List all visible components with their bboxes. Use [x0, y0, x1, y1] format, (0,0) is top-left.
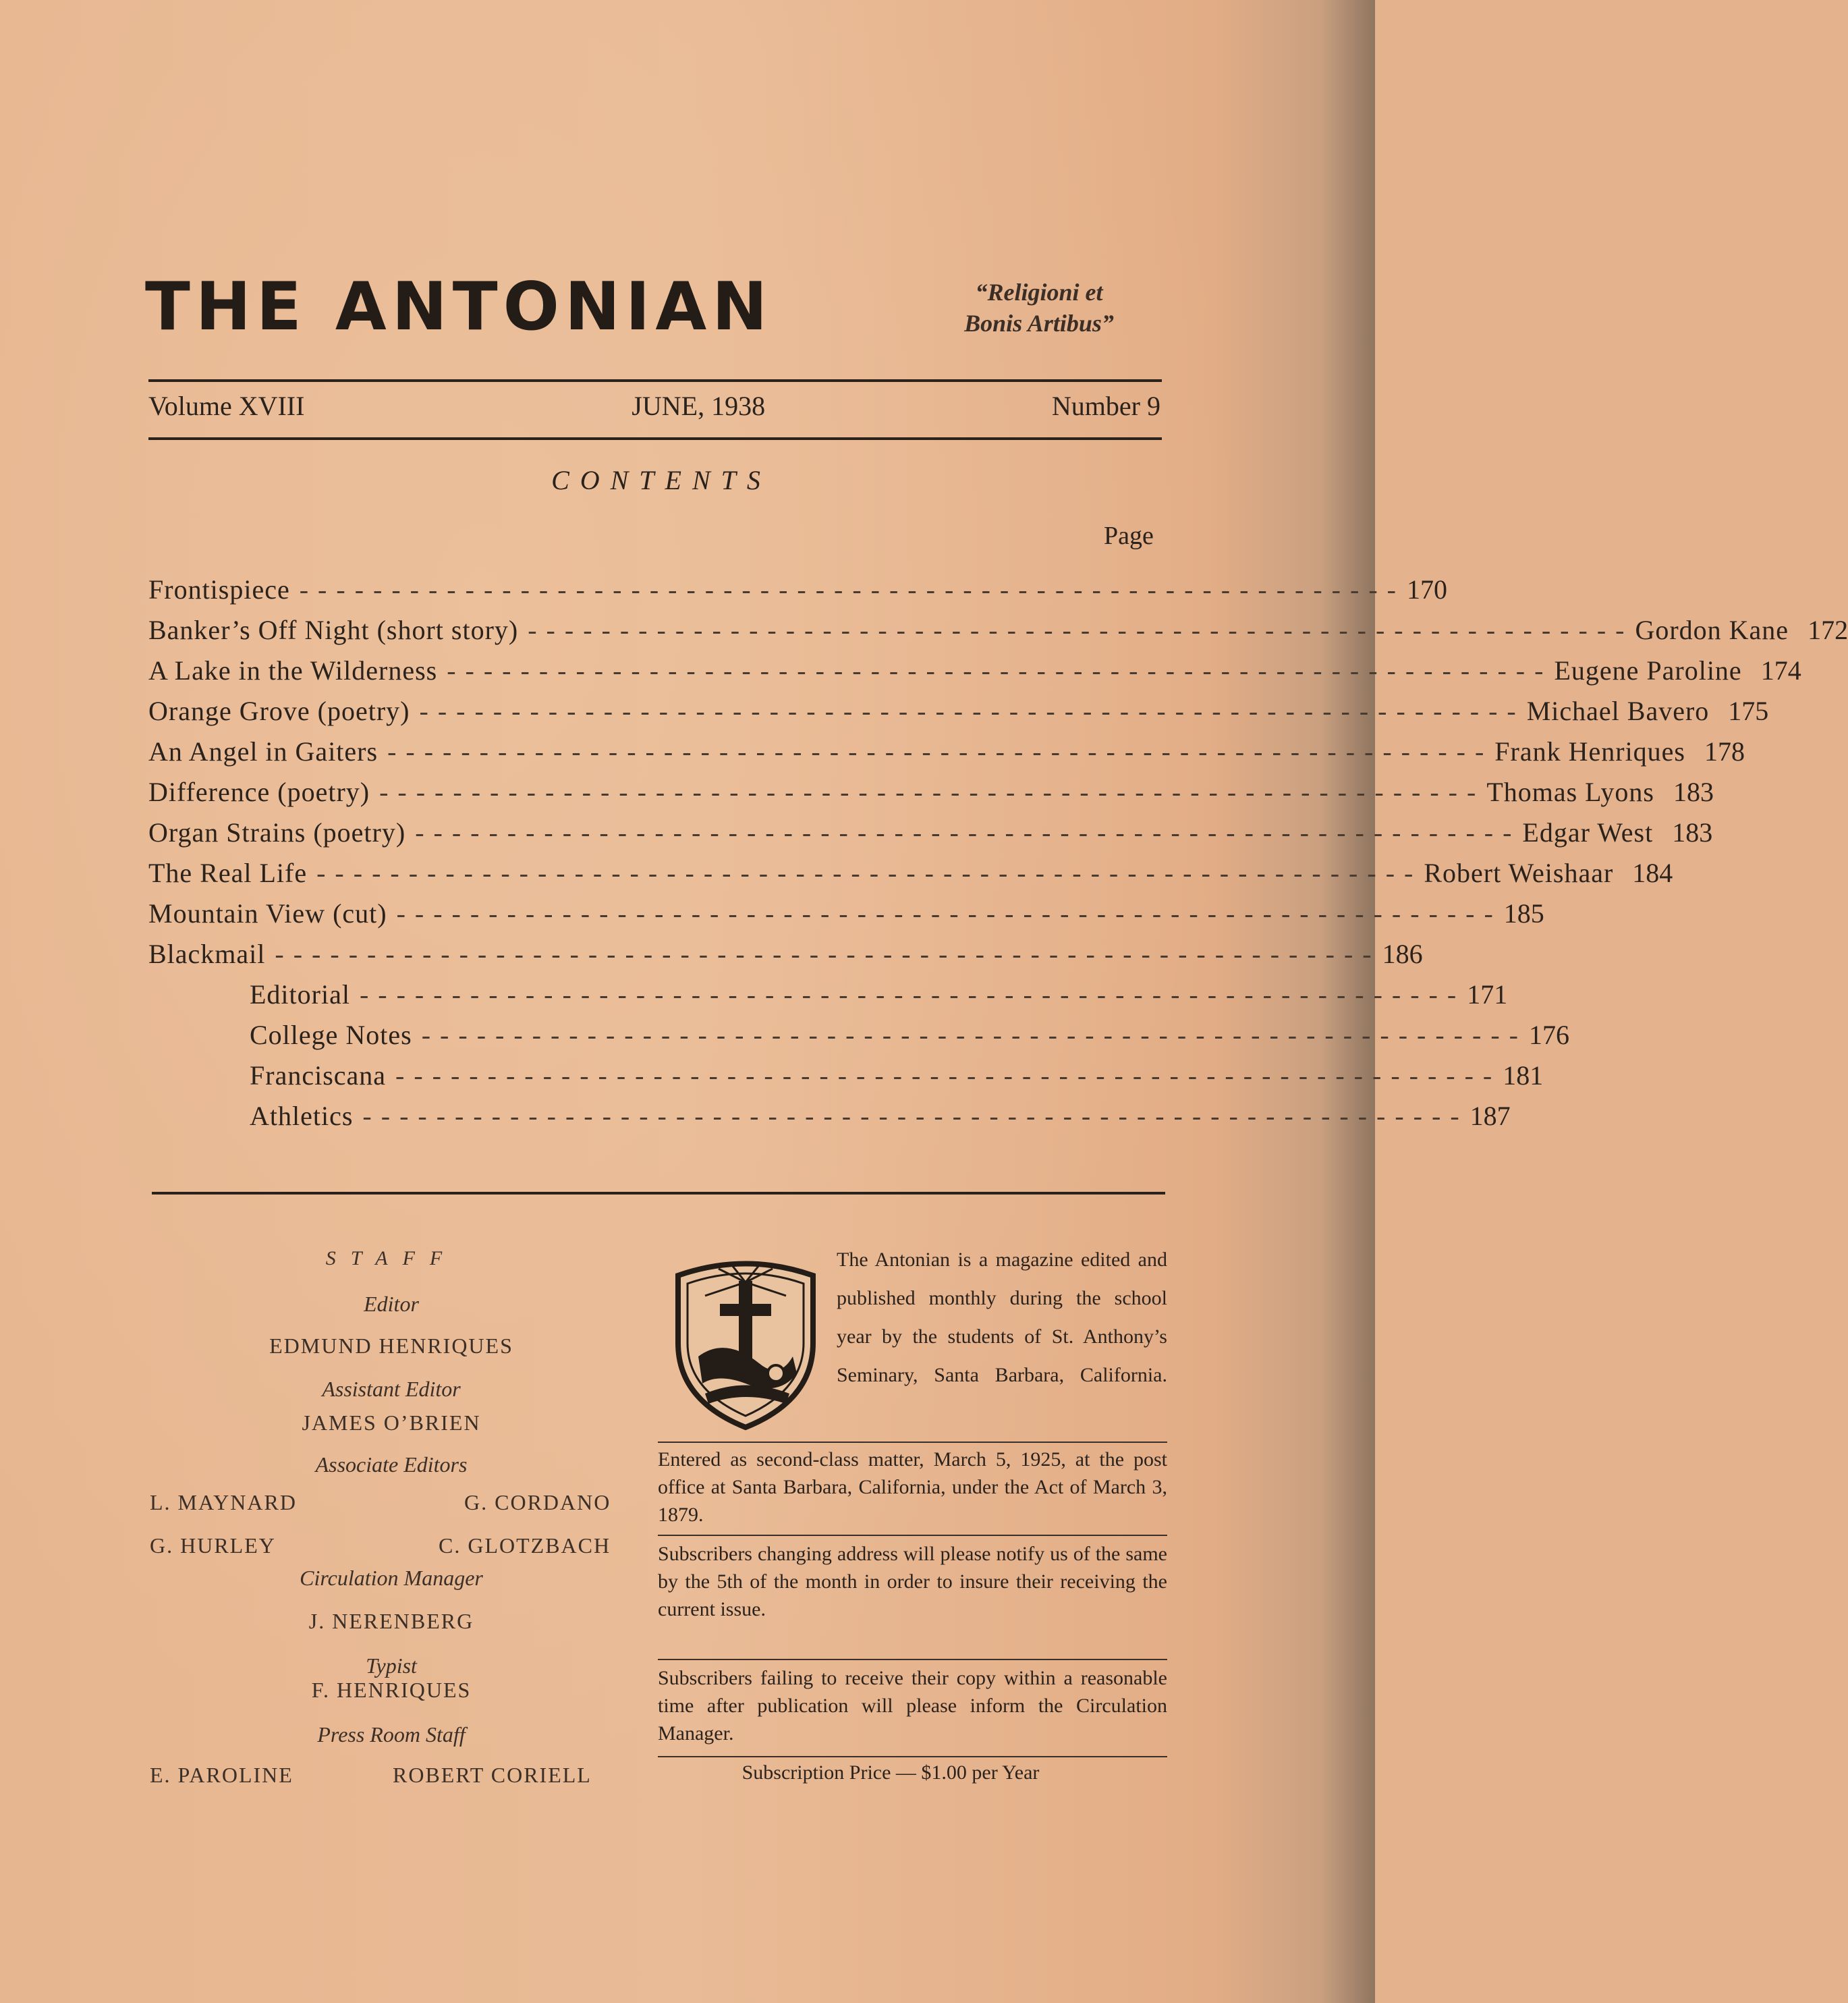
issue-line	[148, 390, 1160, 422]
staff-heading: STAFF	[325, 1247, 457, 1269]
associate-editor: G. CORDANO	[464, 1490, 611, 1514]
toc-author: Eugene Paroline	[1554, 655, 1742, 686]
non-receipt-notice: Subscribers failing to receive their copy within a reasonable time after publication will please inform the Circulation Manager.	[658, 1667, 1167, 1745]
motto-line-2: Bonis Artibus”	[964, 310, 1114, 337]
contents-heading: CONTENTS	[551, 465, 771, 495]
toc-department-row	[148, 1100, 1511, 1141]
dot-leader: - - - - - - - - - - - - - - - - - - - - - - - - - - - - - - - - - - - - - - - - - - - - - - - - - - - - - - - - - - - -	[415, 817, 1513, 848]
toc-page-number: 181	[1503, 1060, 1544, 1091]
dot-leader: - - - - - - - - - - - - - - - - - - - - - - - - - - - - - - - - - - - - - - - - - - - - - - - - - - - - - - - - - - - -	[396, 898, 1494, 929]
toc-author: Edgar West	[1522, 817, 1654, 848]
circulation-manager-name: J. NERENBERG	[308, 1609, 474, 1633]
toc-row	[148, 898, 1544, 938]
volume: Volume XVIII	[148, 391, 305, 421]
toc-title: A Lake in the Wilderness	[148, 655, 438, 686]
table-of-contents	[148, 574, 1848, 1141]
press-room-staff-label: Press Room Staff	[317, 1722, 466, 1747]
issue-date: JUNE, 1938	[632, 391, 766, 421]
toc-page-number: 187	[1469, 1101, 1511, 1131]
toc-page-number: 170	[1406, 574, 1447, 605]
toc-row	[148, 817, 1713, 857]
dot-leader: - - - - - - - - - - - - - - - - - - - - - - - - - - - - - - - - - - - - - - - - - - - - - - - - - - - - - - - - - - - -	[528, 615, 1626, 645]
toc-title: Banker’s Off Night (short story)	[148, 615, 519, 645]
toc-title: An Angel in Gaiters	[148, 736, 379, 767]
editor-label: Editor	[364, 1292, 419, 1316]
toc-row	[148, 736, 1745, 776]
toc-title: College Notes	[250, 1020, 412, 1050]
toc-author: Michael Bavero	[1526, 696, 1710, 726]
motto-line-1: “Religioni et	[975, 279, 1103, 306]
toc-row	[148, 857, 1673, 898]
dot-leader: - - - - - - - - - - - - - - - - - - - - - - - - - - - - - - - - - - - - - - - - - - - - - - - - - - - - - - - - - - - -	[421, 1020, 1519, 1050]
toc-title: The Real Life	[148, 858, 308, 888]
issue-rule	[148, 437, 1162, 440]
toc-author: Gordon Kane	[1635, 615, 1789, 645]
dot-leader: - - - - - - - - - - - - - - - - - - - - - - - - - - - - - - - - - - - - - - - - - - - - - - - - - - - - - - - - - - - -	[316, 858, 1415, 888]
toc-page-number: 172	[1808, 615, 1848, 645]
toc-department-row	[148, 1019, 1569, 1060]
toc-author: Thomas Lyons	[1486, 777, 1654, 807]
toc-title: Frontispiece	[148, 574, 290, 605]
divider	[658, 1442, 1167, 1443]
toc-title: Franciscana	[250, 1060, 387, 1091]
toc-page-number: 185	[1503, 898, 1544, 929]
toc-title: Organ Strains (poetry)	[148, 817, 406, 848]
typist-name: F. HENRIQUES	[311, 1678, 472, 1702]
seal-icon	[665, 1255, 827, 1431]
circulation-manager-label: Circulation Manager	[300, 1566, 483, 1590]
dot-leader: - - - - - - - - - - - - - - - - - - - - - - - - - - - - - - - - - - - - - - - - - - - - - - - - - - - - - - - - - - - -	[362, 1101, 1461, 1131]
about-text: The Antonian is a magazine edited and published monthly during the school year by the students of St. Anthony’s Seminary, Santa Barbara, California.	[837, 1249, 1167, 1386]
mailing-notice: Entered as second-class matter, March 5, 1925, at the post office at Santa Barbara, California, under the Act of March 3, 1879.	[658, 1448, 1167, 1526]
divider	[658, 1756, 1167, 1757]
toc-page-number: 183	[1672, 817, 1713, 848]
toc-row	[148, 655, 1801, 695]
dot-leader: - - - - - - - - - - - - - - - - - - - - - - - - - - - - - - - - - - - - - - - - - - - - - - - - - - - - - - - - - - - -	[395, 1060, 1494, 1091]
toc-title: Mountain View (cut)	[148, 898, 387, 929]
toc-row	[148, 938, 1423, 979]
associate-editor: G. HURLEY	[150, 1533, 276, 1558]
toc-row	[148, 614, 1848, 655]
toc-title: Editorial	[250, 979, 350, 1010]
page-column-label: Page	[1104, 522, 1154, 550]
toc-author: Robert Weishaar	[1424, 858, 1614, 888]
divider	[658, 1535, 1167, 1536]
toc-page-number: 183	[1673, 777, 1714, 807]
toc-page-number: 171	[1467, 979, 1508, 1010]
toc-page-number: 186	[1382, 939, 1423, 969]
typist-label: Typist	[366, 1653, 417, 1678]
toc-page-number: 184	[1632, 858, 1673, 888]
dot-leader: - - - - - - - - - - - - - - - - - - - - - - - - - - - - - - - - - - - - - - - - - - - - - - - - - - - - - - - - - - - -	[359, 979, 1458, 1010]
toc-title: Difference (poetry)	[148, 777, 370, 807]
toc-department-row	[148, 979, 1508, 1019]
masthead-title: THE ANTONIAN	[145, 269, 773, 346]
motto	[918, 277, 1160, 339]
associate-editor: C. GLOTZBACH	[439, 1533, 611, 1558]
assistant-editor-name: JAMES O’BRIEN	[302, 1410, 481, 1435]
toc-title: Athletics	[250, 1101, 354, 1131]
toc-page-number: 174	[1760, 655, 1801, 686]
toc-page-number: 178	[1704, 736, 1745, 767]
toc-row	[148, 574, 1447, 614]
press-room-member: E. PAROLINE	[150, 1763, 293, 1787]
toc-page-number: 176	[1528, 1020, 1569, 1050]
section-rule	[152, 1192, 1165, 1195]
dot-leader: - - - - - - - - - - - - - - - - - - - - - - - - - - - - - - - - - - - - - - - - - - - - - - - - - - - - - - - - - - - -	[379, 777, 1478, 807]
toc-title: Blackmail	[148, 939, 266, 969]
dot-leader: - - - - - - - - - - - - - - - - - - - - - - - - - - - - - - - - - - - - - - - - - - - - - - - - - - - - - - - - - - - -	[275, 939, 1373, 969]
associate-editors-label: Associate Editors	[315, 1452, 468, 1477]
toc-row	[148, 695, 1769, 736]
dot-leader: - - - - - - - - - - - - - - - - - - - - - - - - - - - - - - - - - - - - - - - - - - - - - - - - - - - - - - - - - - - -	[387, 736, 1486, 767]
assistant-editor-label: Assistant Editor	[322, 1377, 461, 1401]
address-change-notice: Subscribers changing address will please notify us of the same by the 5th of the month in order to insure their receiving the current issue.	[658, 1543, 1167, 1620]
toc-title: Orange Grove (poetry)	[148, 696, 410, 726]
issue-number: Number 9	[1051, 391, 1160, 421]
dot-leader: - - - - - - - - - - - - - - - - - - - - - - - - - - - - - - - - - - - - - - - - - - - - - - - - - - - - - - - - - - - -	[447, 655, 1545, 686]
toc-page-number: 175	[1728, 696, 1769, 726]
associate-editor: L. MAYNARD	[150, 1490, 297, 1514]
top-rule	[148, 379, 1162, 382]
press-room-member: ROBERT CORIELL	[393, 1763, 592, 1787]
dot-leader: - - - - - - - - - - - - - - - - - - - - - - - - - - - - - - - - - - - - - - - - - - - - - - - - - - - - - - - - - - - -	[419, 696, 1517, 726]
editor-name: EDMUND HENRIQUES	[269, 1334, 513, 1358]
toc-row	[148, 776, 1714, 817]
toc-author: Frank Henriques	[1494, 736, 1685, 767]
subscription-price: Subscription Price — $1.00 per Year	[741, 1761, 1040, 1784]
divider	[658, 1659, 1167, 1660]
dot-leader: - - - - - - - - - - - - - - - - - - - - - - - - - - - - - - - - - - - - - - - - - - - - - - - - - - - - - - - - - - - -	[299, 574, 1397, 605]
toc-department-row	[148, 1060, 1544, 1100]
